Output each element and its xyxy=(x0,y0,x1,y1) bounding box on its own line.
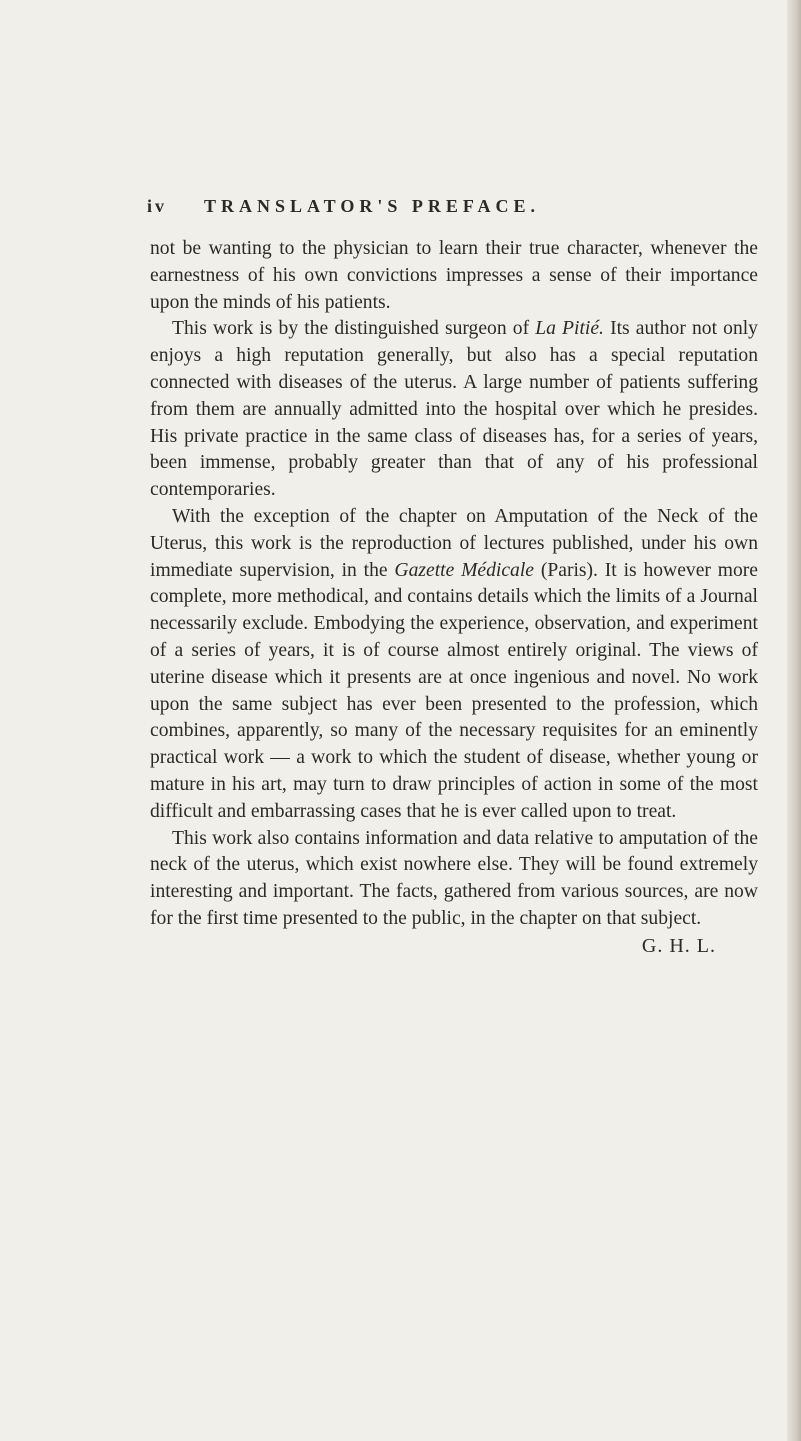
preface-body xyxy=(150,236,758,933)
paragraph-1 xyxy=(150,236,758,316)
hospital-name: La Pitié. xyxy=(535,318,604,340)
translator-signature: G. H. L. xyxy=(641,934,716,957)
journal-title: Gazette Médicale xyxy=(394,559,534,581)
paragraph-4 xyxy=(150,826,758,933)
text-segment: not be wanting to the physician to learn their true character, whenever the earnestness of his own convictions impresses a sense of their importance upon the minds of his patients. xyxy=(150,238,758,313)
text-segment: Its author not only enjoys a high reputation generally, but also has a special reputation connected with diseases of the uterus. A large number of patients suffering from them are annually admitted into the hospital over which he presides. His private practice in the same class of diseases has, for a series of years, been immense, probably greater than that of any of his professional contemporaries. xyxy=(150,318,758,501)
paragraph-2 xyxy=(150,316,758,504)
page-edge-shadow xyxy=(787,0,801,1441)
paragraph-3 xyxy=(150,504,758,826)
text-segment: (Paris). It is however more complete, more methodical, and contains details which the limits of a Journal necessarily exclude. Embodying the experience, observation, and experiment of a series of years, it is of course almost entirely original. The views of uterine disease which it presents are at once ingenious and novel. No work upon the same subject has ever been presented to the profession, which combines, apparently, so many of the necessary requisites for an eminently practical work — a work to which the student of disease, whether young or mature in his art, may turn to draw principles of action in some of the most difficult and embarrassing cases that he is ever called upon to treat. xyxy=(150,559,759,822)
book-page xyxy=(147,196,759,958)
running-title: TRANSLATOR'S PREFACE. xyxy=(204,196,541,216)
text-segment: With the exception of the chapter on Amputation of the Neck of the Uterus, this work is the reproduction of lectures published, under his own immediate supervision, in the xyxy=(150,505,758,581)
page-number: iv xyxy=(147,196,168,216)
page-header xyxy=(147,196,758,236)
text-segment: This work also contains information and data relative to amputation of the neck of the uterus, which exist nowhere else. They will be found extremely interesting and important. The facts, gathered from various sources, are now for the first time presented to the public, in the chapter on that subject. xyxy=(150,827,758,929)
text-segment: This work is by the distinguished surgeon of xyxy=(172,318,536,340)
